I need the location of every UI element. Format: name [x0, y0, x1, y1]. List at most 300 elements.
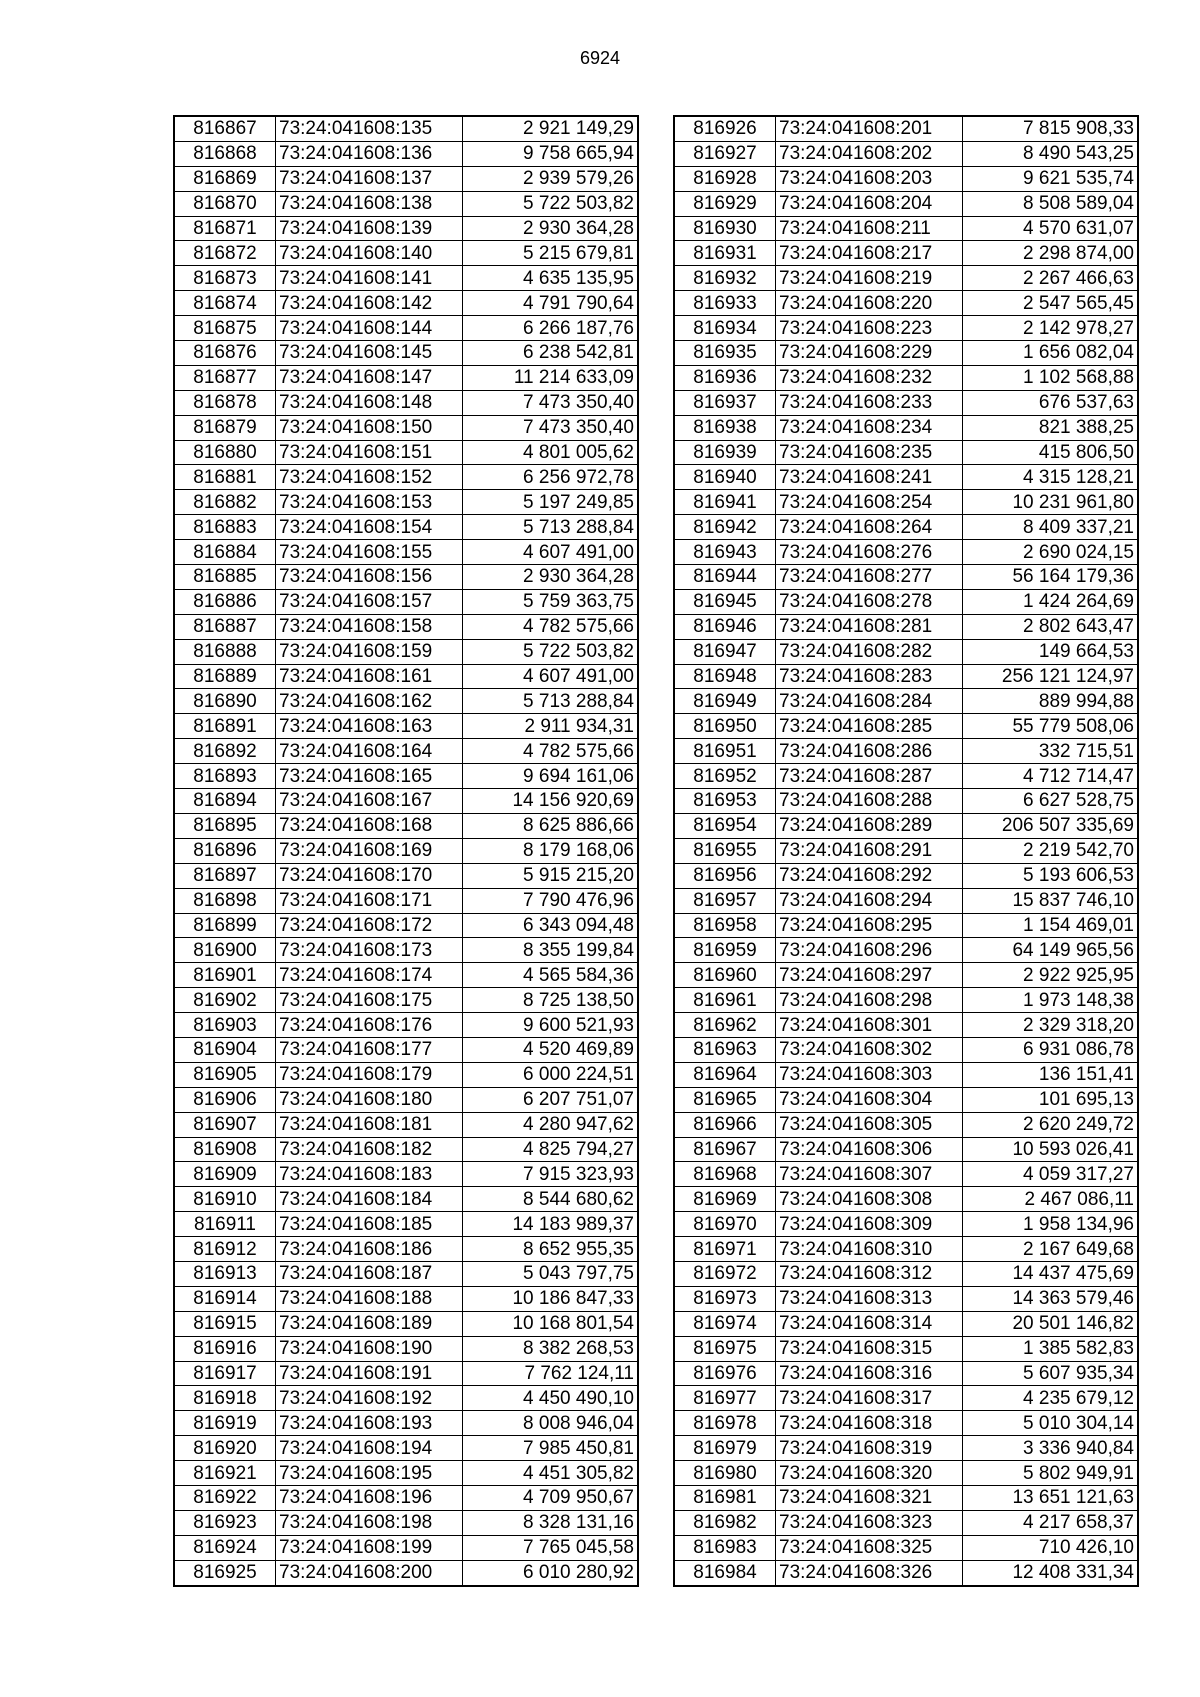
value-cell: 206 507 335,69 [963, 813, 1139, 838]
value-cell: 8 008 946,04 [463, 1411, 639, 1436]
table-row [174, 515, 638, 540]
cadastral-number-cell: 73:24:041608:294 [776, 888, 963, 913]
row-number-cell: 816941 [674, 490, 776, 515]
table-row [174, 1411, 638, 1436]
row-number-cell: 816931 [674, 241, 776, 266]
table-row [674, 1411, 1138, 1436]
table-row [174, 216, 638, 241]
row-number-cell: 816887 [174, 614, 276, 639]
row-number-cell: 816896 [174, 838, 276, 863]
table-row [674, 838, 1138, 863]
row-number-cell: 816883 [174, 515, 276, 540]
table-row [174, 664, 638, 689]
cadastral-number-cell: 73:24:041608:312 [776, 1261, 963, 1286]
table-row [174, 963, 638, 988]
table-row [674, 365, 1138, 390]
row-number-cell: 816943 [674, 540, 776, 565]
cadastral-number-cell: 73:24:041608:162 [276, 689, 463, 714]
table-row [174, 1062, 638, 1087]
row-number-cell: 816971 [674, 1237, 776, 1262]
cadastral-number-cell: 73:24:041608:141 [276, 266, 463, 291]
table-row [174, 1237, 638, 1262]
cadastral-number-cell: 73:24:041608:200 [276, 1560, 463, 1585]
value-cell: 1 973 148,38 [963, 988, 1139, 1013]
value-cell: 8 355 199,84 [463, 938, 639, 963]
cadastral-number-cell: 73:24:041608:186 [276, 1237, 463, 1262]
row-number-cell: 816976 [674, 1361, 776, 1386]
row-number-cell: 816897 [174, 863, 276, 888]
row-number-cell: 816957 [674, 888, 776, 913]
table-row [174, 365, 638, 390]
row-number-cell: 816912 [174, 1237, 276, 1262]
row-number-cell: 816982 [674, 1510, 776, 1535]
table-row [674, 1112, 1138, 1137]
cadastral-number-cell: 73:24:041608:199 [276, 1535, 463, 1560]
value-cell: 2 911 934,31 [463, 714, 639, 739]
value-cell: 7 473 350,40 [463, 415, 639, 440]
value-cell: 710 426,10 [963, 1535, 1139, 1560]
table-row [674, 1162, 1138, 1187]
row-number-cell: 816905 [174, 1062, 276, 1087]
table-row [174, 1286, 638, 1311]
row-number-cell: 816925 [174, 1560, 276, 1585]
cadastral-number-cell: 73:24:041608:152 [276, 465, 463, 490]
cadastral-number-cell: 73:24:041608:173 [276, 938, 463, 963]
cadastral-number-cell: 73:24:041608:187 [276, 1261, 463, 1286]
value-cell: 2 922 925,95 [963, 963, 1139, 988]
value-cell: 4 520 469,89 [463, 1037, 639, 1062]
cadastral-number-cell: 73:24:041608:320 [776, 1461, 963, 1486]
value-cell: 7 473 350,40 [463, 390, 639, 415]
cadastral-number-cell: 73:24:041608:150 [276, 415, 463, 440]
table-row [174, 1112, 638, 1137]
table-row [174, 1485, 638, 1510]
cadastral-number-cell: 73:24:041608:277 [776, 565, 963, 590]
table-row [674, 938, 1138, 963]
value-cell: 889 994,88 [963, 689, 1139, 714]
right-table [673, 115, 1139, 1587]
value-cell: 1 656 082,04 [963, 341, 1139, 366]
cadastral-number-cell: 73:24:041608:145 [276, 341, 463, 366]
table-row [674, 589, 1138, 614]
value-cell: 5 713 288,84 [463, 689, 639, 714]
value-cell: 6 931 086,78 [963, 1037, 1139, 1062]
value-cell: 11 214 633,09 [463, 365, 639, 390]
cadastral-number-cell: 73:24:041608:234 [776, 415, 963, 440]
value-cell: 64 149 965,56 [963, 938, 1139, 963]
table-row [674, 1535, 1138, 1560]
cadastral-number-cell: 73:24:041608:147 [276, 365, 463, 390]
value-cell: 5 607 935,34 [963, 1361, 1139, 1386]
value-cell: 1 424 264,69 [963, 589, 1139, 614]
table-row [174, 540, 638, 565]
table-row [674, 1560, 1138, 1585]
value-cell: 9 758 665,94 [463, 141, 639, 166]
row-number-cell: 816958 [674, 913, 776, 938]
table-row [174, 1137, 638, 1162]
table-row [674, 614, 1138, 639]
value-cell: 14 437 475,69 [963, 1261, 1139, 1286]
table-row [174, 241, 638, 266]
row-number-cell: 816980 [674, 1461, 776, 1486]
row-number-cell: 816907 [174, 1112, 276, 1137]
cadastral-number-cell: 73:24:041608:211 [776, 216, 963, 241]
row-number-cell: 816963 [674, 1037, 776, 1062]
row-number-cell: 816947 [674, 639, 776, 664]
cadastral-number-cell: 73:24:041608:287 [776, 764, 963, 789]
table-row [674, 1087, 1138, 1112]
row-number-cell: 816880 [174, 440, 276, 465]
cadastral-number-cell: 73:24:041608:241 [776, 465, 963, 490]
value-cell: 1 385 582,83 [963, 1336, 1139, 1361]
value-cell: 2 620 249,72 [963, 1112, 1139, 1137]
cadastral-number-cell: 73:24:041608:282 [776, 639, 963, 664]
value-cell: 9 694 161,06 [463, 764, 639, 789]
value-cell: 55 779 508,06 [963, 714, 1139, 739]
cadastral-number-cell: 73:24:041608:297 [776, 963, 963, 988]
value-cell: 6 010 280,92 [463, 1560, 639, 1585]
value-cell: 8 508 589,04 [963, 191, 1139, 216]
value-cell: 8 625 886,66 [463, 813, 639, 838]
row-number-cell: 816960 [674, 963, 776, 988]
row-number-cell: 816888 [174, 639, 276, 664]
value-cell: 5 802 949,91 [963, 1461, 1139, 1486]
value-cell: 821 388,25 [963, 415, 1139, 440]
value-cell: 4 607 491,00 [463, 540, 639, 565]
cadastral-number-cell: 73:24:041608:138 [276, 191, 463, 216]
cadastral-number-cell: 73:24:041608:164 [276, 739, 463, 764]
cadastral-number-cell: 73:24:041608:308 [776, 1187, 963, 1212]
value-cell: 4 315 128,21 [963, 465, 1139, 490]
value-cell: 7 762 124,11 [463, 1361, 639, 1386]
value-cell: 4 709 950,67 [463, 1485, 639, 1510]
cadastral-number-cell: 73:24:041608:284 [776, 689, 963, 714]
row-number-cell: 816920 [174, 1436, 276, 1461]
value-cell: 10 186 847,33 [463, 1286, 639, 1311]
cadastral-number-cell: 73:24:041608:139 [276, 216, 463, 241]
value-cell: 2 329 318,20 [963, 1013, 1139, 1038]
value-cell: 8 409 337,21 [963, 515, 1139, 540]
row-number-cell: 816946 [674, 614, 776, 639]
value-cell: 5 713 288,84 [463, 515, 639, 540]
table-row [174, 390, 638, 415]
row-number-cell: 816893 [174, 764, 276, 789]
cadastral-number-cell: 73:24:041608:316 [776, 1361, 963, 1386]
row-number-cell: 816956 [674, 863, 776, 888]
value-cell: 4 280 947,62 [463, 1112, 639, 1137]
row-number-cell: 816902 [174, 988, 276, 1013]
cadastral-number-cell: 73:24:041608:198 [276, 1510, 463, 1535]
row-number-cell: 816939 [674, 440, 776, 465]
row-number-cell: 816918 [174, 1386, 276, 1411]
row-number-cell: 816917 [174, 1361, 276, 1386]
value-cell: 2 921 149,29 [463, 116, 639, 141]
cadastral-number-cell: 73:24:041608:188 [276, 1286, 463, 1311]
table-row [174, 938, 638, 963]
row-number-cell: 816899 [174, 913, 276, 938]
row-number-cell: 816940 [674, 465, 776, 490]
cadastral-number-cell: 73:24:041608:191 [276, 1361, 463, 1386]
table-row [174, 1361, 638, 1386]
row-number-cell: 816911 [174, 1212, 276, 1237]
table-row [674, 913, 1138, 938]
cadastral-number-cell: 73:24:041608:151 [276, 440, 463, 465]
value-cell: 5 722 503,82 [463, 191, 639, 216]
table-row [174, 988, 638, 1013]
row-number-cell: 816921 [174, 1461, 276, 1486]
table-row [174, 1162, 638, 1187]
row-number-cell: 816874 [174, 291, 276, 316]
value-cell: 2 467 086,11 [963, 1187, 1139, 1212]
table-row [674, 988, 1138, 1013]
value-cell: 14 156 920,69 [463, 789, 639, 814]
table-row [674, 1485, 1138, 1510]
cadastral-number-cell: 73:24:041608:314 [776, 1311, 963, 1336]
value-cell: 7 915 323,93 [463, 1162, 639, 1187]
row-number-cell: 816898 [174, 888, 276, 913]
value-cell: 4 450 490,10 [463, 1386, 639, 1411]
row-number-cell: 816942 [674, 515, 776, 540]
value-cell: 56 164 179,36 [963, 565, 1139, 590]
row-number-cell: 816967 [674, 1137, 776, 1162]
cadastral-number-cell: 73:24:041608:172 [276, 913, 463, 938]
row-number-cell: 816961 [674, 988, 776, 1013]
value-cell: 8 328 131,16 [463, 1510, 639, 1535]
cadastral-number-cell: 73:24:041608:169 [276, 838, 463, 863]
row-number-cell: 816903 [174, 1013, 276, 1038]
row-number-cell: 816895 [174, 813, 276, 838]
table-row [674, 739, 1138, 764]
value-cell: 5 722 503,82 [463, 639, 639, 664]
table-row [674, 1461, 1138, 1486]
row-number-cell: 816972 [674, 1261, 776, 1286]
table-row [674, 1336, 1138, 1361]
value-cell: 5 043 797,75 [463, 1261, 639, 1286]
value-cell: 2 939 579,26 [463, 166, 639, 191]
cadastral-number-cell: 73:24:041608:157 [276, 589, 463, 614]
value-cell: 8 179 168,06 [463, 838, 639, 863]
value-cell: 2 690 024,15 [963, 540, 1139, 565]
table-row [174, 789, 638, 814]
row-number-cell: 816927 [674, 141, 776, 166]
value-cell: 10 231 961,80 [963, 490, 1139, 515]
row-number-cell: 816932 [674, 266, 776, 291]
row-number-cell: 816951 [674, 739, 776, 764]
row-number-cell: 816879 [174, 415, 276, 440]
table-row [674, 166, 1138, 191]
value-cell: 415 806,50 [963, 440, 1139, 465]
cadastral-number-cell: 73:24:041608:302 [776, 1037, 963, 1062]
table-row [674, 565, 1138, 590]
row-number-cell: 816954 [674, 813, 776, 838]
row-number-cell: 816910 [174, 1187, 276, 1212]
table-row [174, 341, 638, 366]
row-number-cell: 816904 [174, 1037, 276, 1062]
value-cell: 7 985 450,81 [463, 1436, 639, 1461]
value-cell: 14 183 989,37 [463, 1212, 639, 1237]
cadastral-number-cell: 73:24:041608:319 [776, 1436, 963, 1461]
row-number-cell: 816966 [674, 1112, 776, 1137]
row-number-cell: 816877 [174, 365, 276, 390]
row-number-cell: 816915 [174, 1311, 276, 1336]
table-row [674, 1062, 1138, 1087]
cadastral-number-cell: 73:24:041608:323 [776, 1510, 963, 1535]
value-cell: 13 651 121,63 [963, 1485, 1139, 1510]
value-cell: 2 167 649,68 [963, 1237, 1139, 1262]
table-row [174, 116, 638, 141]
cadastral-number-cell: 73:24:041608:285 [776, 714, 963, 739]
value-cell: 2 930 364,28 [463, 565, 639, 590]
table-row [674, 316, 1138, 341]
value-cell: 15 837 746,10 [963, 888, 1139, 913]
value-cell: 8 544 680,62 [463, 1187, 639, 1212]
value-cell: 7 815 908,33 [963, 116, 1139, 141]
cadastral-number-cell: 73:24:041608:310 [776, 1237, 963, 1262]
table-row [674, 1436, 1138, 1461]
value-cell: 6 207 751,07 [463, 1087, 639, 1112]
row-number-cell: 816930 [674, 216, 776, 241]
table-row [674, 415, 1138, 440]
value-cell: 5 215 679,81 [463, 241, 639, 266]
table-row [174, 1187, 638, 1212]
cadastral-number-cell: 73:24:041608:298 [776, 988, 963, 1013]
row-number-cell: 816871 [174, 216, 276, 241]
value-cell: 1 154 469,01 [963, 913, 1139, 938]
cadastral-number-cell: 73:24:041608:220 [776, 291, 963, 316]
value-cell: 5 915 215,20 [463, 863, 639, 888]
cadastral-number-cell: 73:24:041608:165 [276, 764, 463, 789]
row-number-cell: 816916 [174, 1336, 276, 1361]
table-row [674, 1013, 1138, 1038]
table-row [174, 1037, 638, 1062]
cadastral-number-cell: 73:24:041608:232 [776, 365, 963, 390]
table-row [174, 764, 638, 789]
cadastral-number-cell: 73:24:041608:307 [776, 1162, 963, 1187]
row-number-cell: 816973 [674, 1286, 776, 1311]
table-row [174, 1087, 638, 1112]
cadastral-number-cell: 73:24:041608:276 [776, 540, 963, 565]
table-row [174, 689, 638, 714]
value-cell: 676 537,63 [963, 390, 1139, 415]
row-number-cell: 816922 [174, 1485, 276, 1510]
table-row [674, 540, 1138, 565]
value-cell: 4 235 679,12 [963, 1386, 1139, 1411]
row-number-cell: 816876 [174, 341, 276, 366]
row-number-cell: 816959 [674, 938, 776, 963]
cadastral-number-cell: 73:24:041608:144 [276, 316, 463, 341]
cadastral-number-cell: 73:24:041608:203 [776, 166, 963, 191]
table-row [174, 913, 638, 938]
value-cell: 6 000 224,51 [463, 1062, 639, 1087]
row-number-cell: 816970 [674, 1212, 776, 1237]
row-number-cell: 816974 [674, 1311, 776, 1336]
value-cell: 5 759 363,75 [463, 589, 639, 614]
table-row [674, 1261, 1138, 1286]
value-cell: 1 958 134,96 [963, 1212, 1139, 1237]
value-cell: 4 825 794,27 [463, 1137, 639, 1162]
table-row [174, 1261, 638, 1286]
table-row [674, 1212, 1138, 1237]
cadastral-number-cell: 73:24:041608:301 [776, 1013, 963, 1038]
table-row [674, 863, 1138, 888]
table-row [674, 291, 1138, 316]
value-cell: 4 451 305,82 [463, 1461, 639, 1486]
table-row [174, 1535, 638, 1560]
table-row [674, 191, 1138, 216]
row-number-cell: 816872 [174, 241, 276, 266]
value-cell: 6 238 542,81 [463, 341, 639, 366]
value-cell: 136 151,41 [963, 1062, 1139, 1087]
right-table-body [674, 116, 1138, 1586]
cadastral-number-cell: 73:24:041608:219 [776, 266, 963, 291]
value-cell: 2 802 643,47 [963, 614, 1139, 639]
cadastral-number-cell: 73:24:041608:155 [276, 540, 463, 565]
value-cell: 6 266 187,76 [463, 316, 639, 341]
table-row [174, 714, 638, 739]
row-number-cell: 816906 [174, 1087, 276, 1112]
row-number-cell: 816881 [174, 465, 276, 490]
row-number-cell: 816936 [674, 365, 776, 390]
row-number-cell: 816934 [674, 316, 776, 341]
table-row [674, 1187, 1138, 1212]
cadastral-number-cell: 73:24:041608:158 [276, 614, 463, 639]
table-row [174, 1560, 638, 1585]
row-number-cell: 816894 [174, 789, 276, 814]
cadastral-number-cell: 73:24:041608:154 [276, 515, 463, 540]
cadastral-number-cell: 73:24:041608:229 [776, 341, 963, 366]
cadastral-number-cell: 73:24:041608:182 [276, 1137, 463, 1162]
value-cell: 7 765 045,58 [463, 1535, 639, 1560]
cadastral-number-cell: 73:24:041608:167 [276, 789, 463, 814]
table-row [674, 888, 1138, 913]
cadastral-number-cell: 73:24:041608:286 [776, 739, 963, 764]
table-row [674, 390, 1138, 415]
cadastral-number-cell: 73:24:041608:325 [776, 1535, 963, 1560]
table-row [674, 141, 1138, 166]
table-row [174, 490, 638, 515]
table-row [174, 589, 638, 614]
cadastral-number-cell: 73:24:041608:195 [276, 1461, 463, 1486]
cadastral-number-cell: 73:24:041608:295 [776, 913, 963, 938]
cadastral-number-cell: 73:24:041608:288 [776, 789, 963, 814]
table-row [674, 1510, 1138, 1535]
cadastral-number-cell: 73:24:041608:192 [276, 1386, 463, 1411]
row-number-cell: 816928 [674, 166, 776, 191]
table-row [674, 1311, 1138, 1336]
row-number-cell: 816891 [174, 714, 276, 739]
table-row [674, 241, 1138, 266]
cadastral-number-cell: 73:24:041608:305 [776, 1112, 963, 1137]
table-row [674, 440, 1138, 465]
table-row [674, 963, 1138, 988]
cadastral-number-cell: 73:24:041608:181 [276, 1112, 463, 1137]
value-cell: 1 102 568,88 [963, 365, 1139, 390]
row-number-cell: 816952 [674, 764, 776, 789]
cadastral-number-cell: 73:24:041608:175 [276, 988, 463, 1013]
table-row [674, 1386, 1138, 1411]
value-cell: 2 142 978,27 [963, 316, 1139, 341]
row-number-cell: 816978 [674, 1411, 776, 1436]
cadastral-number-cell: 73:24:041608:283 [776, 664, 963, 689]
row-number-cell: 816913 [174, 1261, 276, 1286]
table-row [674, 789, 1138, 814]
table-row [174, 1311, 638, 1336]
cadastral-number-cell: 73:24:041608:313 [776, 1286, 963, 1311]
row-number-cell: 816869 [174, 166, 276, 191]
cadastral-number-cell: 73:24:041608:217 [776, 241, 963, 266]
cadastral-number-cell: 73:24:041608:202 [776, 141, 963, 166]
cadastral-number-cell: 73:24:041608:296 [776, 938, 963, 963]
